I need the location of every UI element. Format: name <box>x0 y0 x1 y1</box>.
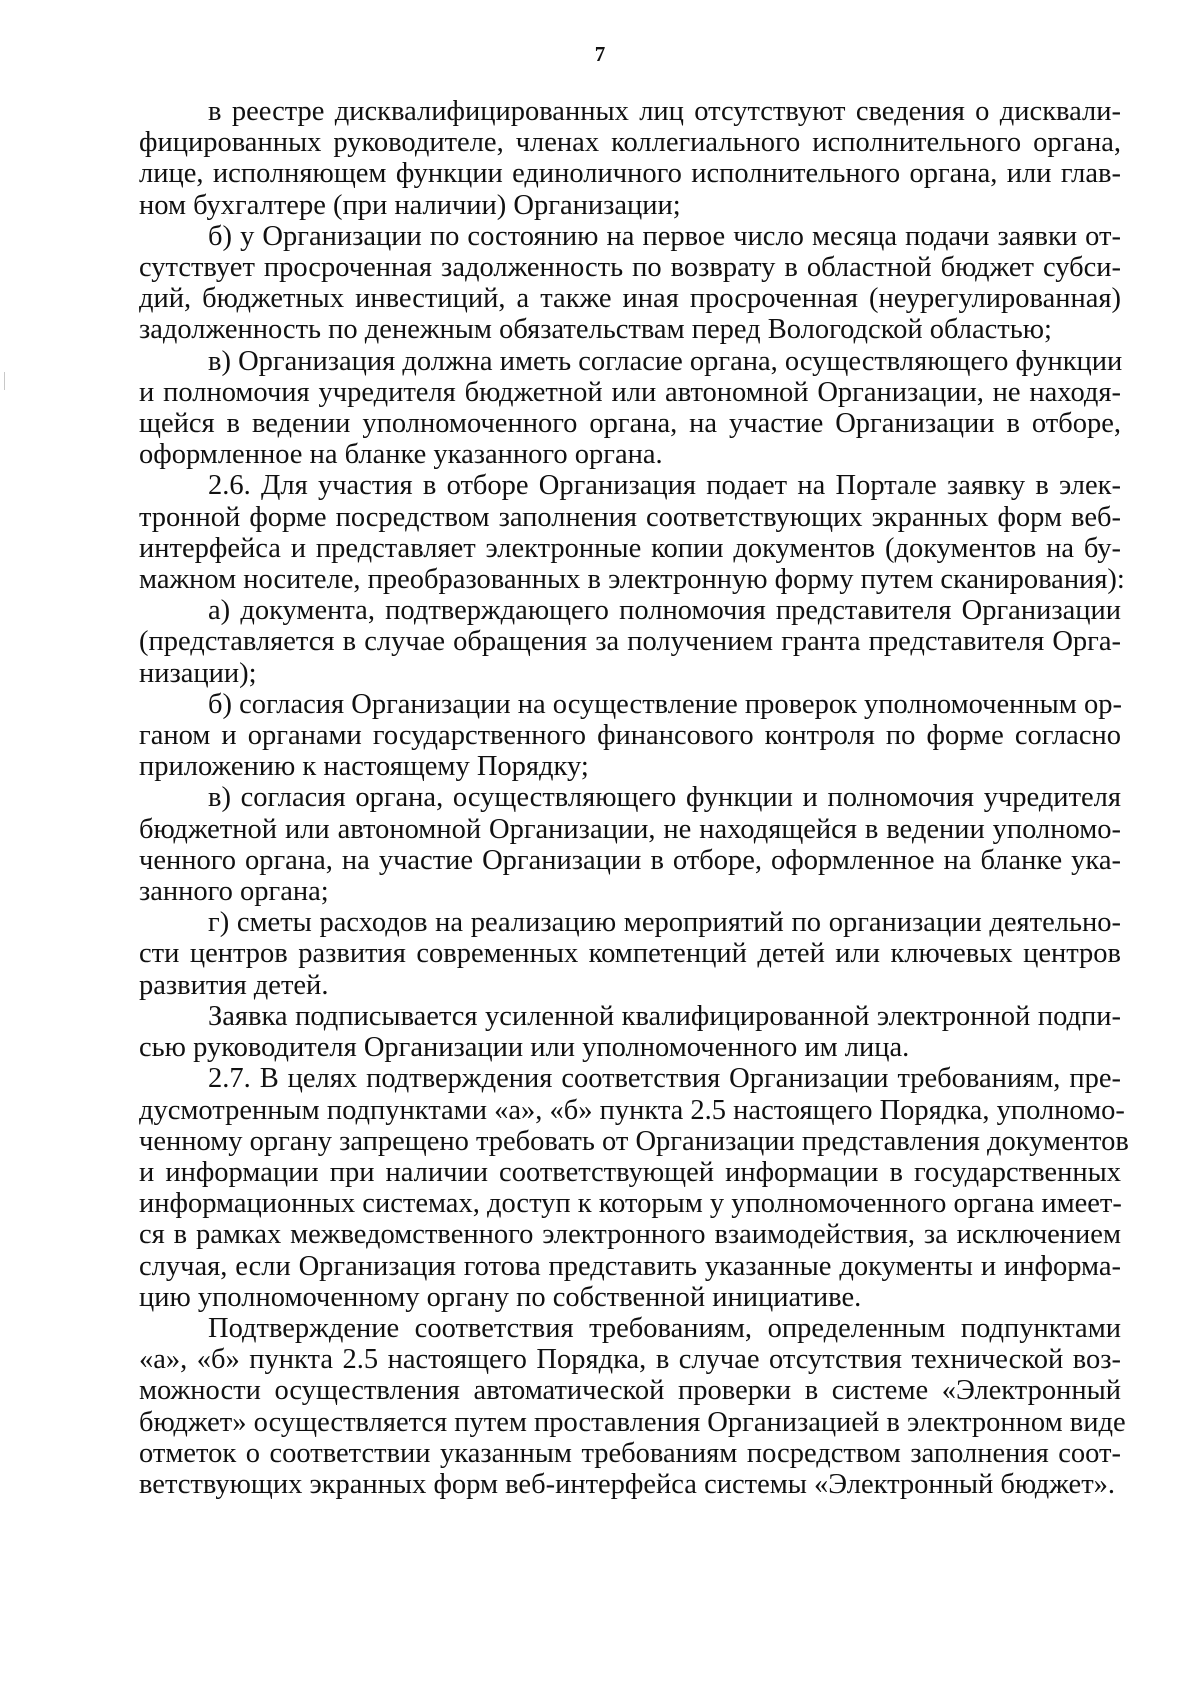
text-line: дусмотренным подпунктами «а», «б» пункта 2.5 настоящего Порядка, уполномо- <box>139 1094 1125 1126</box>
text-line: приложению к настоящему Порядку; <box>139 751 589 783</box>
text-line: б) у Организации по состоянию на первое число месяца подачи заявки от- <box>208 220 1121 252</box>
text-line: мажном носителе, преобразованных в электронную форму путем сканирования): <box>139 564 1125 596</box>
text-line: в реестре дисквалифицированных лиц отсутствуют сведения о дисквали- <box>208 96 1121 127</box>
text-line: и информации при наличии соответствующей информации в государственных <box>139 1156 1121 1188</box>
text-line: б) согласия Организации на осуществление проверок уполномоченным ор- <box>208 688 1122 720</box>
text-line: информационных системах, доступ к которым у уполномоченного органа имеет- <box>139 1188 1122 1220</box>
text-line: низации); <box>139 657 257 689</box>
text-line: оформленное на бланке указанного органа. <box>139 439 663 471</box>
scan-margin-mark <box>4 372 5 390</box>
text-line: Заявка подписывается усиленной квалифицированной электронной подпи- <box>208 1000 1121 1032</box>
text-line: «а», «б» пункта 2.5 настоящего Порядка, в случае отсутствия технической воз- <box>139 1344 1121 1376</box>
text-line: ном бухгалтере (при наличии) Организации; <box>139 189 681 221</box>
text-line: лице, исполняющем функции единоличного исполнительного органа, или глав- <box>139 158 1121 190</box>
text-line: сью руководителя Организации или уполномоченного им лица. <box>139 1032 910 1064</box>
text-line: ченному органу запрещено требовать от Организации представления документов <box>139 1125 1129 1157</box>
text-line: в) Организация должна иметь согласие органа, осуществляющего функции <box>208 345 1123 377</box>
text-line: 2.6. Для участия в отборе Организация подает на Портале заявку в элек- <box>208 470 1121 502</box>
text-line: Подтверждение соответствия требованиям, определенным подпунктами <box>208 1312 1121 1344</box>
text-line: и полномочия учредителя бюджетной или автономной Организации, не находя- <box>139 376 1121 408</box>
text-line: г) сметы расходов на реализацию мероприятий по организации деятельно- <box>208 907 1121 939</box>
text-line: тронной форме посредством заполнения соответствующих экранных форм веб- <box>139 501 1121 533</box>
text-line: ветствующих экранных форм веб-интерфейса системы «Электронный бюджет». <box>139 1468 1116 1500</box>
text-line: щейся в ведении уполномоченного органа, на участие Организации в отборе, <box>139 408 1121 440</box>
text-line: отметок о соответствии указанным требованиям посредством заполнения соот- <box>139 1437 1121 1469</box>
text-line: цию уполномоченному органу по собственной инициативе. <box>139 1281 862 1313</box>
text-line: дий, бюджетных инвестиций, а также иная просроченная (неурегулированная) <box>139 283 1121 315</box>
text-line: ся в рамках межведомственного электронного взаимодействия, за исключением <box>139 1219 1121 1251</box>
text-line: бюджетной или автономной Организации, не находящейся в ведении уполномо- <box>139 813 1121 845</box>
document-body <box>139 96 1129 1500</box>
text-line: случая, если Организация готова представить указанные документы и информа- <box>139 1250 1121 1282</box>
text-line: можности осуществления автоматической проверки в системе «Электронный <box>139 1375 1121 1407</box>
text-line: сутствует просроченная задолженность по возврату в областной бюджет субси- <box>139 252 1121 284</box>
text-line: развития детей. <box>139 969 329 1001</box>
text-line: в) согласия органа, осуществляющего функции и полномочия учредителя <box>208 782 1121 814</box>
text-line: фицированных руководителе, членах коллегиального исполнительного органа, <box>139 127 1121 159</box>
text-line: а) документа, подтверждающего полномочия представителя Организации <box>208 595 1121 627</box>
text-line: ченного органа, на участие Организации в отборе, оформленное на бланке ука- <box>139 844 1121 876</box>
text-line: задолженность по денежным обязательствам перед Вологодской областью; <box>139 314 1052 346</box>
text-line: интерфейса и представляет электронные копии документов (документов на бу- <box>139 532 1121 564</box>
page-number: 7 <box>594 42 606 66</box>
text-line: занного органа; <box>139 876 329 908</box>
text-line: (представляется в случае обращения за получением гранта представителя Орга- <box>139 626 1121 658</box>
text-line: ганом и органами государственного финансового контроля по форме согласно <box>139 720 1121 752</box>
text-line: 2.7. В целях подтверждения соответствия Организации требованиям, пре- <box>208 1063 1121 1095</box>
text-line: бюджет» осуществляется путем проставления Организацией в электронном виде <box>139 1406 1126 1438</box>
text-line: сти центров развития современных компетенций детей или ключевых центров <box>139 938 1121 970</box>
